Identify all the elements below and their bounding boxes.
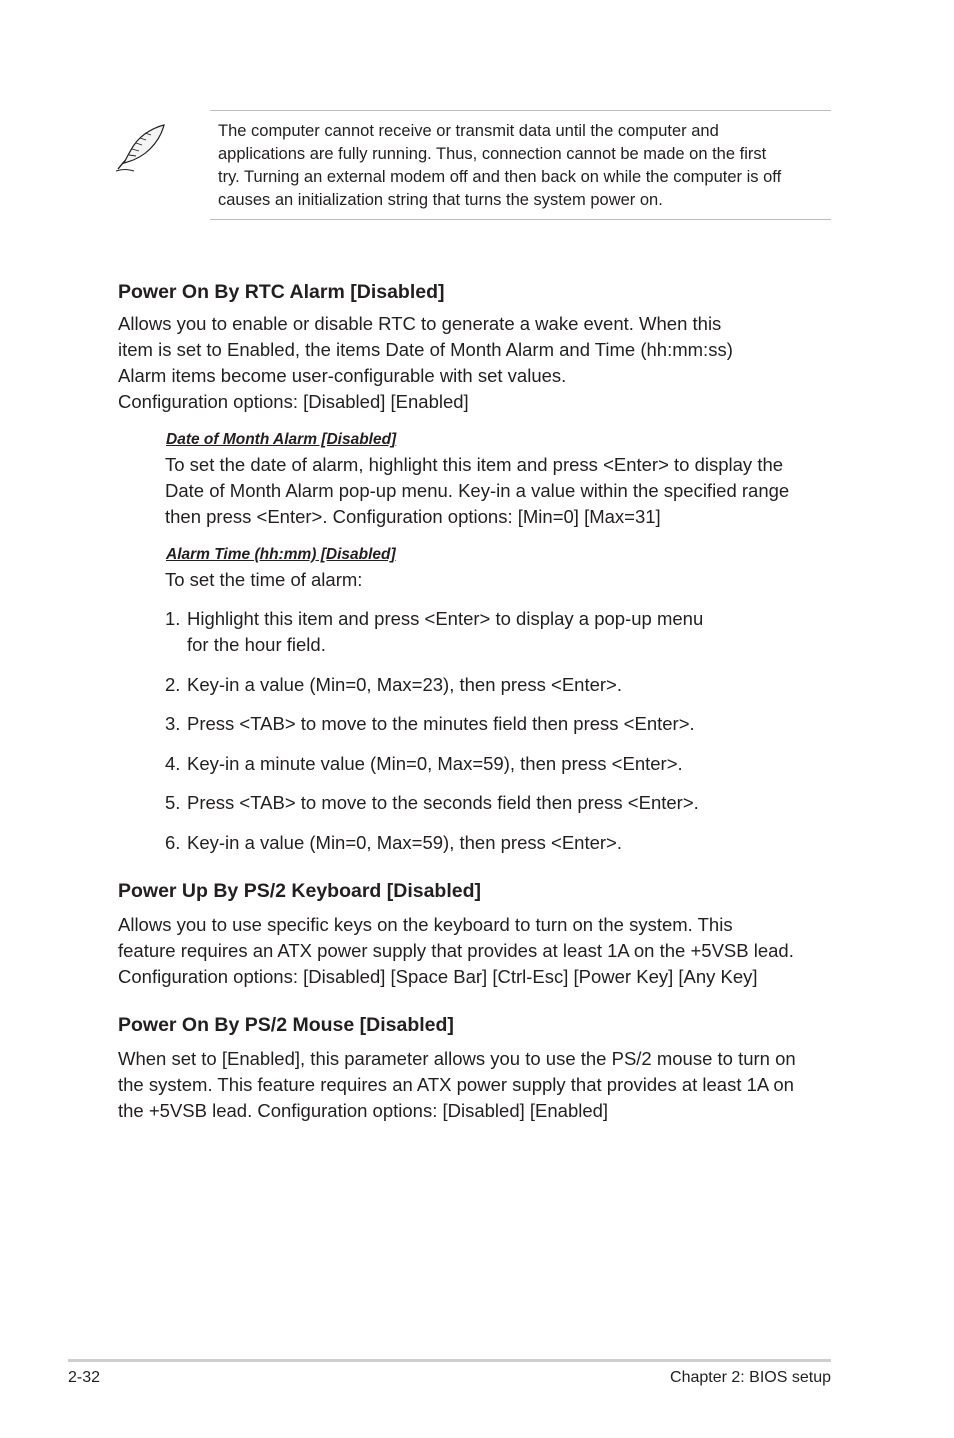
text-line: Alarm items become user-configurable with set values. bbox=[118, 365, 567, 386]
text-line: the +5VSB lead. Configuration options: [Disabled] [Enabled] bbox=[118, 1100, 609, 1121]
text-line: To set the date of alarm, highlight this item and press <Enter> to display the bbox=[165, 454, 784, 475]
text-line: Configuration options: [Disabled] [Space Bar] [Ctrl-Esc] [Power Key] [Any Key] bbox=[118, 966, 758, 987]
text-line: Highlight this item and press <Enter> to display a pop-up menu bbox=[187, 608, 704, 629]
time-alarm-intro: To set the time of alarm: bbox=[165, 569, 363, 590]
keyboard-description bbox=[118, 912, 794, 990]
list-item bbox=[165, 672, 622, 698]
feather-quill-icon bbox=[112, 121, 170, 173]
list-item bbox=[165, 790, 699, 816]
step-number: 1. bbox=[165, 608, 181, 629]
text-line: for the hour field. bbox=[187, 634, 326, 655]
step-number: 3. bbox=[165, 713, 181, 734]
note-line: try. Turning an external modem off and then back on while the computer is off bbox=[218, 168, 782, 186]
date-alarm-heading: Date of Month Alarm [Disabled] bbox=[166, 431, 397, 448]
note-line: The computer cannot receive or transmit data until the computer and bbox=[218, 122, 719, 140]
text-line: feature requires an ATX power supply that provides at least 1A on the +5VSB lead. bbox=[118, 940, 794, 961]
text-line: Allows you to enable or disable RTC to generate a wake event. When this bbox=[118, 313, 722, 334]
footer-rule bbox=[68, 1359, 831, 1362]
rtc-alarm-heading: Power On By RTC Alarm [Disabled] bbox=[118, 281, 445, 303]
list-item bbox=[165, 711, 695, 737]
list-item bbox=[165, 830, 622, 856]
note-bottom-rule bbox=[210, 219, 831, 220]
text-line: Configuration options: [Disabled] [Enabled] bbox=[118, 391, 469, 412]
step-text: Press <TAB> to move to the seconds field then press <Enter>. bbox=[187, 792, 699, 813]
mouse-description bbox=[118, 1046, 796, 1124]
step-number: 6. bbox=[165, 832, 181, 853]
chapter-title: Chapter 2: BIOS setup bbox=[670, 1369, 831, 1386]
text-line: item is set to Enabled, the items Date of Month Alarm and Time (hh:mm:ss) bbox=[118, 339, 733, 360]
text-line: When set to [Enabled], this parameter allows you to use the PS/2 mouse to turn on bbox=[118, 1048, 796, 1069]
text-line: Date of Month Alarm pop-up menu. Key-in a value within the specified range bbox=[165, 480, 790, 501]
step-number: 5. bbox=[165, 792, 181, 813]
step-text: Press <TAB> to move to the minutes field then press <Enter>. bbox=[187, 713, 695, 734]
step-text bbox=[187, 606, 703, 658]
rtc-alarm-description bbox=[118, 311, 733, 415]
date-alarm-description bbox=[165, 452, 789, 530]
keyboard-heading: Power Up By PS/2 Keyboard [Disabled] bbox=[118, 880, 482, 902]
note-line: applications are fully running. Thus, connection cannot be made on the first bbox=[218, 145, 767, 163]
note-line: causes an initialization string that turns the system power on. bbox=[218, 191, 663, 209]
list-item bbox=[165, 751, 683, 777]
step-text: Key-in a value (Min=0, Max=23), then press <Enter>. bbox=[187, 674, 622, 695]
text-line: Allows you to use specific keys on the keyboard to turn on the system. This bbox=[118, 914, 733, 935]
text-line: the system. This feature requires an ATX power supply that provides at least 1A on bbox=[118, 1074, 794, 1095]
step-text: Key-in a minute value (Min=0, Max=59), then press <Enter>. bbox=[187, 753, 683, 774]
mouse-heading: Power On By PS/2 Mouse [Disabled] bbox=[118, 1014, 454, 1036]
step-text: Key-in a value (Min=0, Max=59), then press <Enter>. bbox=[187, 832, 622, 853]
text-line: then press <Enter>. Configuration options: [Min=0] [Max=31] bbox=[165, 506, 661, 527]
note-top-rule bbox=[210, 110, 831, 111]
time-alarm-heading: Alarm Time (hh:mm) [Disabled] bbox=[166, 546, 396, 563]
step-number: 2. bbox=[165, 674, 181, 695]
page-number: 2-32 bbox=[68, 1369, 101, 1386]
note-text bbox=[218, 120, 828, 212]
list-item bbox=[165, 606, 703, 658]
step-number: 4. bbox=[165, 753, 181, 774]
